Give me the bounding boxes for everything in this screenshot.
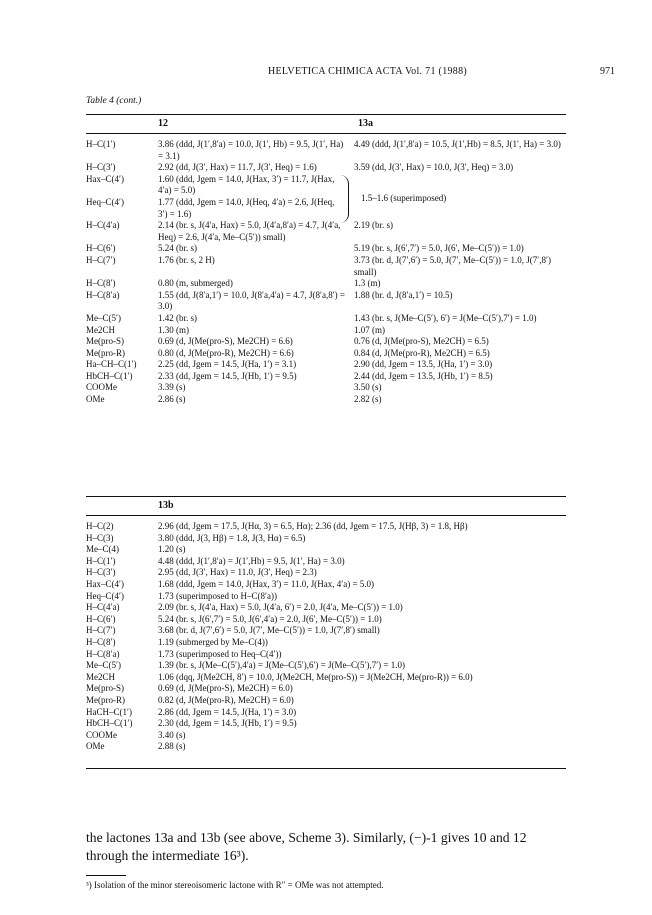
table-13b (86, 521, 566, 753)
cell-13b: 1.06 (dqq, J(Me2CH, 8′) = 10.0, J(Me2CH, Me(pro-S)) = J(Me2CH, Me(pro-R)) = 6.0) (158, 671, 473, 682)
row-label: H–C(3′) (86, 567, 116, 578)
cell-12: 3.86 (ddd, J(1′,8′a) = 10.0, J(1′, Hb) = 9.5, J(1′, Ha) = 3.1) (158, 139, 344, 161)
table-row (86, 567, 566, 579)
row-label: H–C(6′) (86, 613, 116, 624)
cell-12: 1.42 (br. s) (158, 312, 197, 323)
row-label: H–C(1′) (86, 555, 116, 566)
col-header-13a: 13a (358, 118, 373, 129)
cell-13b: 2.09 (br. s, J(4′a, Hax) = 5.0, J(4′a, 6′) = 2.0, J(4′a, Me–C(5′)) = 1.0) (158, 602, 403, 613)
cell-13a: 4.49 (ddd, J(1′,8′a) = 10.5, J(1′,Hb) = 8.5, J(1′, Ha) = 3.0) (354, 139, 561, 149)
table-row (86, 591, 566, 603)
table-row (86, 637, 566, 649)
row-label: Heq–C(4′) (86, 590, 124, 601)
table-row (86, 382, 566, 394)
row-label: OMe (86, 741, 105, 752)
row-label: H–C(2) (86, 521, 114, 531)
table-row (86, 313, 566, 325)
cell-12: 2.92 (dd, J(3′, Hax) = 11.7, J(3′, Heq) = 1.6) (158, 162, 317, 173)
cell-13b: 0.69 (d, J(Me(pro-S), Me2CH) = 6.0) (158, 683, 293, 694)
cell-13a: 5.19 (br. s, J(6′,7′) = 5.0, J(6′, Me–C(5′)) = 1.0) (354, 243, 524, 254)
table-mid-rule (86, 496, 566, 497)
journal-title: HELVETICA CHIMICA ACTA Vol. 71 (1988) (268, 66, 468, 77)
table-row (86, 220, 566, 243)
table-row (86, 243, 566, 255)
row-label: H–C(3) (86, 532, 114, 543)
table-row (86, 718, 566, 730)
row-label: H–C(8′a) (86, 289, 120, 300)
cell-13b: 2.96 (dd, Jgem = 17.5, J(Hα, 3) = 6.5, Hα); 2.36 (dd, Jgem = 17.5, J(Hβ, 3) = 1.8, Hβ) (158, 521, 468, 531)
merged-note: 1.5–1.6 (superimposed) (361, 193, 447, 203)
row-label: HbCH–C(1′) (86, 370, 133, 381)
cell-13a: 1.88 (br. d, J(8′a,1′) = 10.5) (354, 289, 453, 300)
cell-13b: 1.73 (superimposed to Heq–C(4′)) (158, 648, 282, 659)
body-paragraph: the lactones 13a and 13b (see above, Scheme 3). Similarly, (−)-1 gives 10 and 12 through the intermediate 16³). (86, 830, 527, 863)
cell-13a: 0.84 (d, J(Me(pro-R), Me2CH) = 6.5) (354, 347, 490, 358)
table-row (86, 614, 566, 626)
row-label: OMe (86, 394, 105, 405)
cell-13b: 1.39 (br. s, J(Me–C(5′),4′a) = J(Me–C(5′),6′) = J(Me–C(5′),7′) = 1.0) (158, 660, 406, 671)
table-bottom-rule (86, 768, 566, 769)
brace-mark (340, 175, 349, 223)
table-row (86, 556, 566, 568)
cell-13a: 2.19 (br. s) (354, 220, 393, 231)
cell-12: 1.76 (br. s, 2 H) (158, 254, 215, 265)
table-row (86, 197, 566, 220)
row-label: H–C(4′a) (86, 602, 120, 613)
table-row (86, 602, 566, 614)
cell-13b: 0.82 (d, J(Me(pro-R), Me2CH) = 6.0) (158, 694, 294, 705)
col-header-13b: 13b (158, 500, 174, 511)
cell-13a: 1.07 (m) (354, 324, 385, 335)
cell-13b: 1.20 (s) (158, 544, 186, 555)
cell-13a: 3.59 (dd, J(3′, Hax) = 10.0, J(3′, Heq) = 3.0) (354, 162, 514, 173)
cell-13b: 2.30 (dd, Jgem = 14.5, J(Hb, 1′) = 9.5) (158, 718, 297, 729)
table-row (86, 162, 566, 174)
cell-13b: 2.95 (dd, J(3′, Hax) = 11.0, J(3′, Heq) = 2.3) (158, 567, 317, 578)
row-label: Me(pro-S) (86, 683, 124, 694)
table-row (86, 359, 566, 371)
cell-13b: 1.19 (submerged by Me–C(4)) (158, 636, 268, 647)
cell-13a: 1.43 (br. s, J(Me–C(5′), 6′) = J(Me–C(5′),7′) = 1.0) (354, 312, 537, 323)
table-row (86, 521, 566, 533)
cell-13b: 5.24 (br. s, J(6′,7′) = 5.0, J(6′,4′a) = 2.0, J(6′, Me–C(5′)) = 1.0) (158, 613, 382, 624)
cell-13b: 3.40 (s) (158, 729, 186, 740)
cell-12: 1.55 (dd, J(8′a,1′) = 10.0, J(8′a,4′a) = 4.7, J(8′a,8′) = 3.0) (158, 289, 346, 312)
cell-13a: 3.50 (s) (354, 382, 382, 393)
cell-13b: 4.48 (ddd, J(1′,8′a) = J(1′,Hb) = 9.5, J(1′, Ha) = 3.0) (158, 555, 345, 566)
row-label: Me(pro-R) (86, 347, 125, 358)
cell-13b: 2.88 (s) (158, 741, 186, 752)
cell-12: 5.24 (br. s) (158, 243, 197, 254)
cell-12: 2.86 (s) (158, 394, 186, 405)
table-row (86, 255, 566, 278)
row-label: Ha–CH–C(1′) (86, 359, 137, 370)
table-row (86, 325, 566, 337)
row-label: COOMe (86, 729, 117, 740)
cell-12: 2.14 (br. s, J(4′a, Hax) = 5.0, J(4′a,8′a) = 4.7, J(4′a, Heq) = 2.6, J(4′a, Me–C(5′)) small) (158, 220, 341, 242)
table2-header-rule (86, 515, 566, 516)
row-label: H–C(4′a) (86, 220, 120, 231)
cell-13b: 1.68 (ddd, Jgem = 14.0, J(Hax, 3′) = 11.0, J(Hax, 4′a) = 5.0) (158, 578, 375, 589)
table-row (86, 660, 566, 672)
cell-12: 1.60 (ddd, Jgem = 14.0, J(Hax, 3′) = 11.7, J(Hax, 4′a) = 5.0) (158, 173, 335, 196)
table-row (86, 649, 566, 661)
footnote-rule (86, 875, 126, 876)
cell-12: 0.69 (d, J(Me(pro-S), Me2CH) = 6.6) (158, 336, 293, 347)
cell-13a: 1.3 (m) (354, 278, 381, 289)
row-label: H–C(7′) (86, 625, 116, 636)
row-label: HaCH–C(1′) (86, 706, 132, 717)
table-row (86, 579, 566, 591)
table-row (86, 394, 566, 406)
table-row (86, 371, 566, 383)
cell-13b: 1.73 (superimposed to H–C(8′a)) (158, 590, 277, 601)
table-row (86, 695, 566, 707)
row-label: Me(pro-S) (86, 336, 124, 347)
row-label: H–C(8′) (86, 278, 116, 289)
table-row (86, 741, 566, 753)
footnote: ³) Isolation of the minor stereoisomeric lactone with R″ = OMe was not attempted. (86, 880, 384, 890)
table-header-rule (86, 133, 566, 134)
row-label: Me2CH (86, 671, 115, 682)
cell-12: 1.30 (m) (158, 324, 189, 335)
row-label: Heq–C(4′) (86, 196, 124, 207)
row-label: H–C(8′) (86, 636, 116, 647)
table-row (86, 290, 566, 313)
table-row (86, 625, 566, 637)
cell-13a: 3.73 (br. d, J(7′,6′) = 5.0, J(7′, Me–C(5′)) = 1.0, J(7′,8′) small) (354, 254, 551, 277)
cell-13a: 2.90 (dd, Jgem = 13.5, J(Ha, 1′) = 3.0) (354, 359, 493, 370)
table-row (86, 348, 566, 360)
cell-13a: 0.76 (d, J(Me(pro-S), Me2CH) = 6.5) (354, 336, 489, 347)
table-row (86, 336, 566, 348)
table-12-13a (86, 139, 566, 406)
row-label: HbCH–C(1′) (86, 718, 133, 729)
cell-13a: 2.82 (s) (354, 394, 382, 405)
table-top-rule (86, 114, 566, 115)
cell-13a: 2.44 (dd, Jgem = 13.5, J(Hb, 1′) = 8.5) (354, 370, 493, 381)
row-label: Me2CH (86, 324, 115, 335)
row-label: Me(pro-R) (86, 694, 125, 705)
cell-13b: 3.80 (ddd, J(3, Hβ) = 1.8, J(3, Hα) = 6.5) (158, 532, 306, 543)
page-number: 971 (600, 66, 615, 77)
table-row (86, 683, 566, 695)
cell-12: 2.33 (dd, Jgem = 14.5, J(Hb, 1′) = 9.5) (158, 370, 297, 381)
table-row (86, 139, 566, 162)
table-row (86, 278, 566, 290)
cell-13b: 3.68 (br. d, J(7′,6′) = 5.0, J(7′, Me–C(5′)) = 1.0, J(7′,8′) small) (158, 625, 380, 636)
cell-13b: 2.86 (dd, Jgem = 14.5, J(Ha, 1′) = 3.0) (158, 706, 297, 717)
row-label: H–C(8′a) (86, 648, 120, 659)
table-row (86, 544, 566, 556)
table-row (86, 730, 566, 742)
row-label: Hax–C(4′) (86, 578, 124, 589)
row-label: Me–C(5′) (86, 660, 121, 671)
row-label: H–C(6′) (86, 243, 116, 254)
table-caption: Table 4 (cont.) (86, 96, 142, 106)
cell-12: 1.77 (ddd, Jgem = 14.0, J(Heq, 4′a) = 2.6, J(Heq, 3′) = 1.6) (158, 196, 335, 219)
cell-12: 2.25 (dd, Jgem = 14.5, J(Ha, 1′) = 3.1) (158, 359, 297, 370)
table-row (86, 174, 566, 197)
row-label: H–C(3′) (86, 162, 116, 173)
cell-12: 0.80 (m, submerged) (158, 278, 233, 289)
row-label: H–C(7′) (86, 254, 116, 265)
row-label: Me–C(4) (86, 544, 119, 555)
row-label: Me–C(5′) (86, 312, 121, 323)
row-label: COOMe (86, 382, 117, 393)
cell-12: 3.39 (s) (158, 382, 186, 393)
table-row (86, 707, 566, 719)
row-label: H–C(1′) (86, 139, 116, 149)
table-row (86, 672, 566, 684)
row-label: Hax–C(4′) (86, 173, 124, 184)
cell-12: 0.80 (d, J(Me(pro-R), Me2CH) = 6.6) (158, 347, 294, 358)
table-row (86, 533, 566, 545)
col-header-12: 12 (158, 118, 168, 129)
